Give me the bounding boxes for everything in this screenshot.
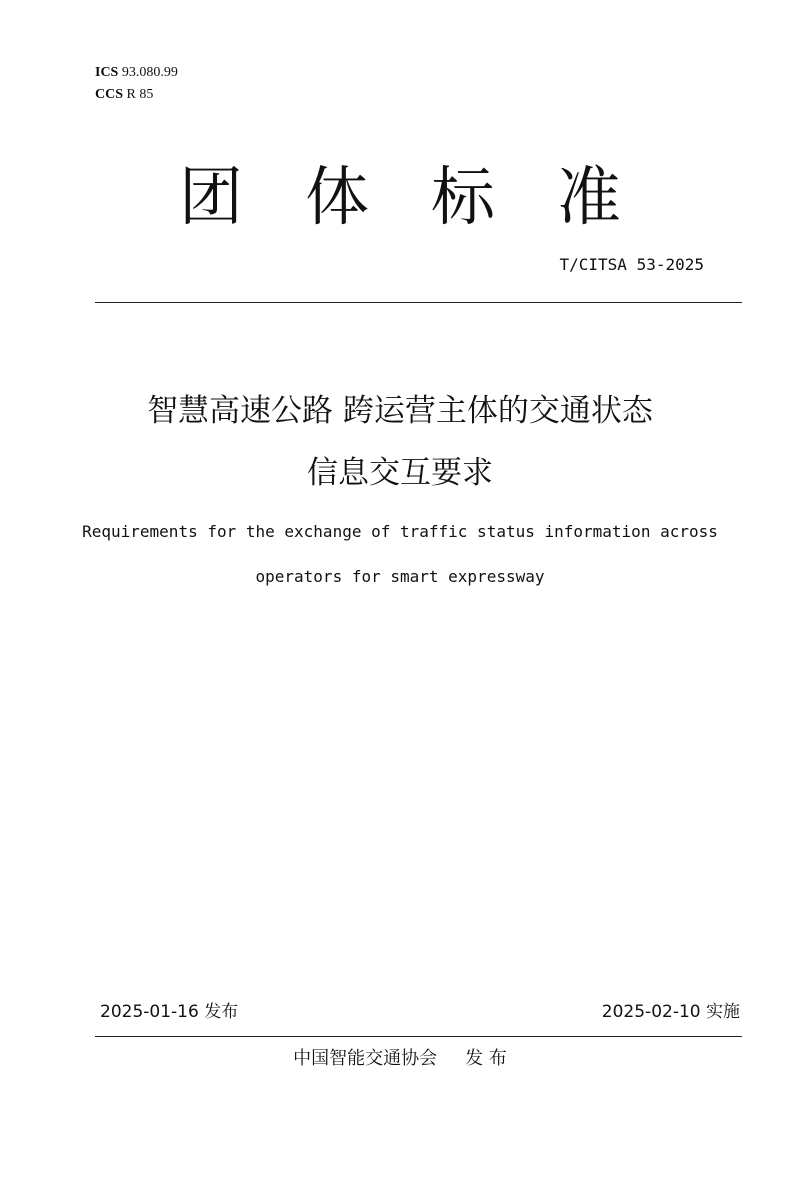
issue-date: 2025-01-16 发布 — [100, 1002, 239, 1022]
ics-value: 93.080.99 — [121, 65, 178, 80]
ics-label: ICS — [95, 65, 119, 80]
doc-type-char: 准 — [557, 161, 621, 235]
document-type-heading — [0, 158, 800, 238]
title-en-line-1: Requirements for the exchange of traffic status information across — [82, 522, 718, 541]
ccs-label: CCS — [95, 87, 124, 102]
title-cn-line-2: 信息交互要求 — [307, 455, 493, 491]
publisher-name: 中国智能交通协会 — [293, 1048, 438, 1069]
doc-type-char: 体 — [305, 161, 369, 235]
implementation-date: 2025-02-10 实施 — [601, 1002, 740, 1022]
classification-codes — [95, 62, 178, 106]
bottom-divider — [95, 1036, 742, 1037]
doc-type-char: 团 — [179, 161, 243, 235]
publisher — [0, 1046, 800, 1072]
title-en-line-2: operators for smart expressway — [255, 567, 545, 586]
publisher-action: 发 布 — [465, 1048, 507, 1069]
ccs-value: R 85 — [126, 87, 154, 102]
ccs-code — [95, 84, 178, 106]
doc-type-char: 标 — [431, 161, 495, 235]
top-divider — [95, 302, 742, 303]
ics-code — [95, 62, 178, 84]
title-cn-line-1: 智慧高速公路 跨运营主体的交通状态 — [147, 393, 653, 429]
standard-number: T/CITSA 53-2025 — [559, 255, 704, 274]
